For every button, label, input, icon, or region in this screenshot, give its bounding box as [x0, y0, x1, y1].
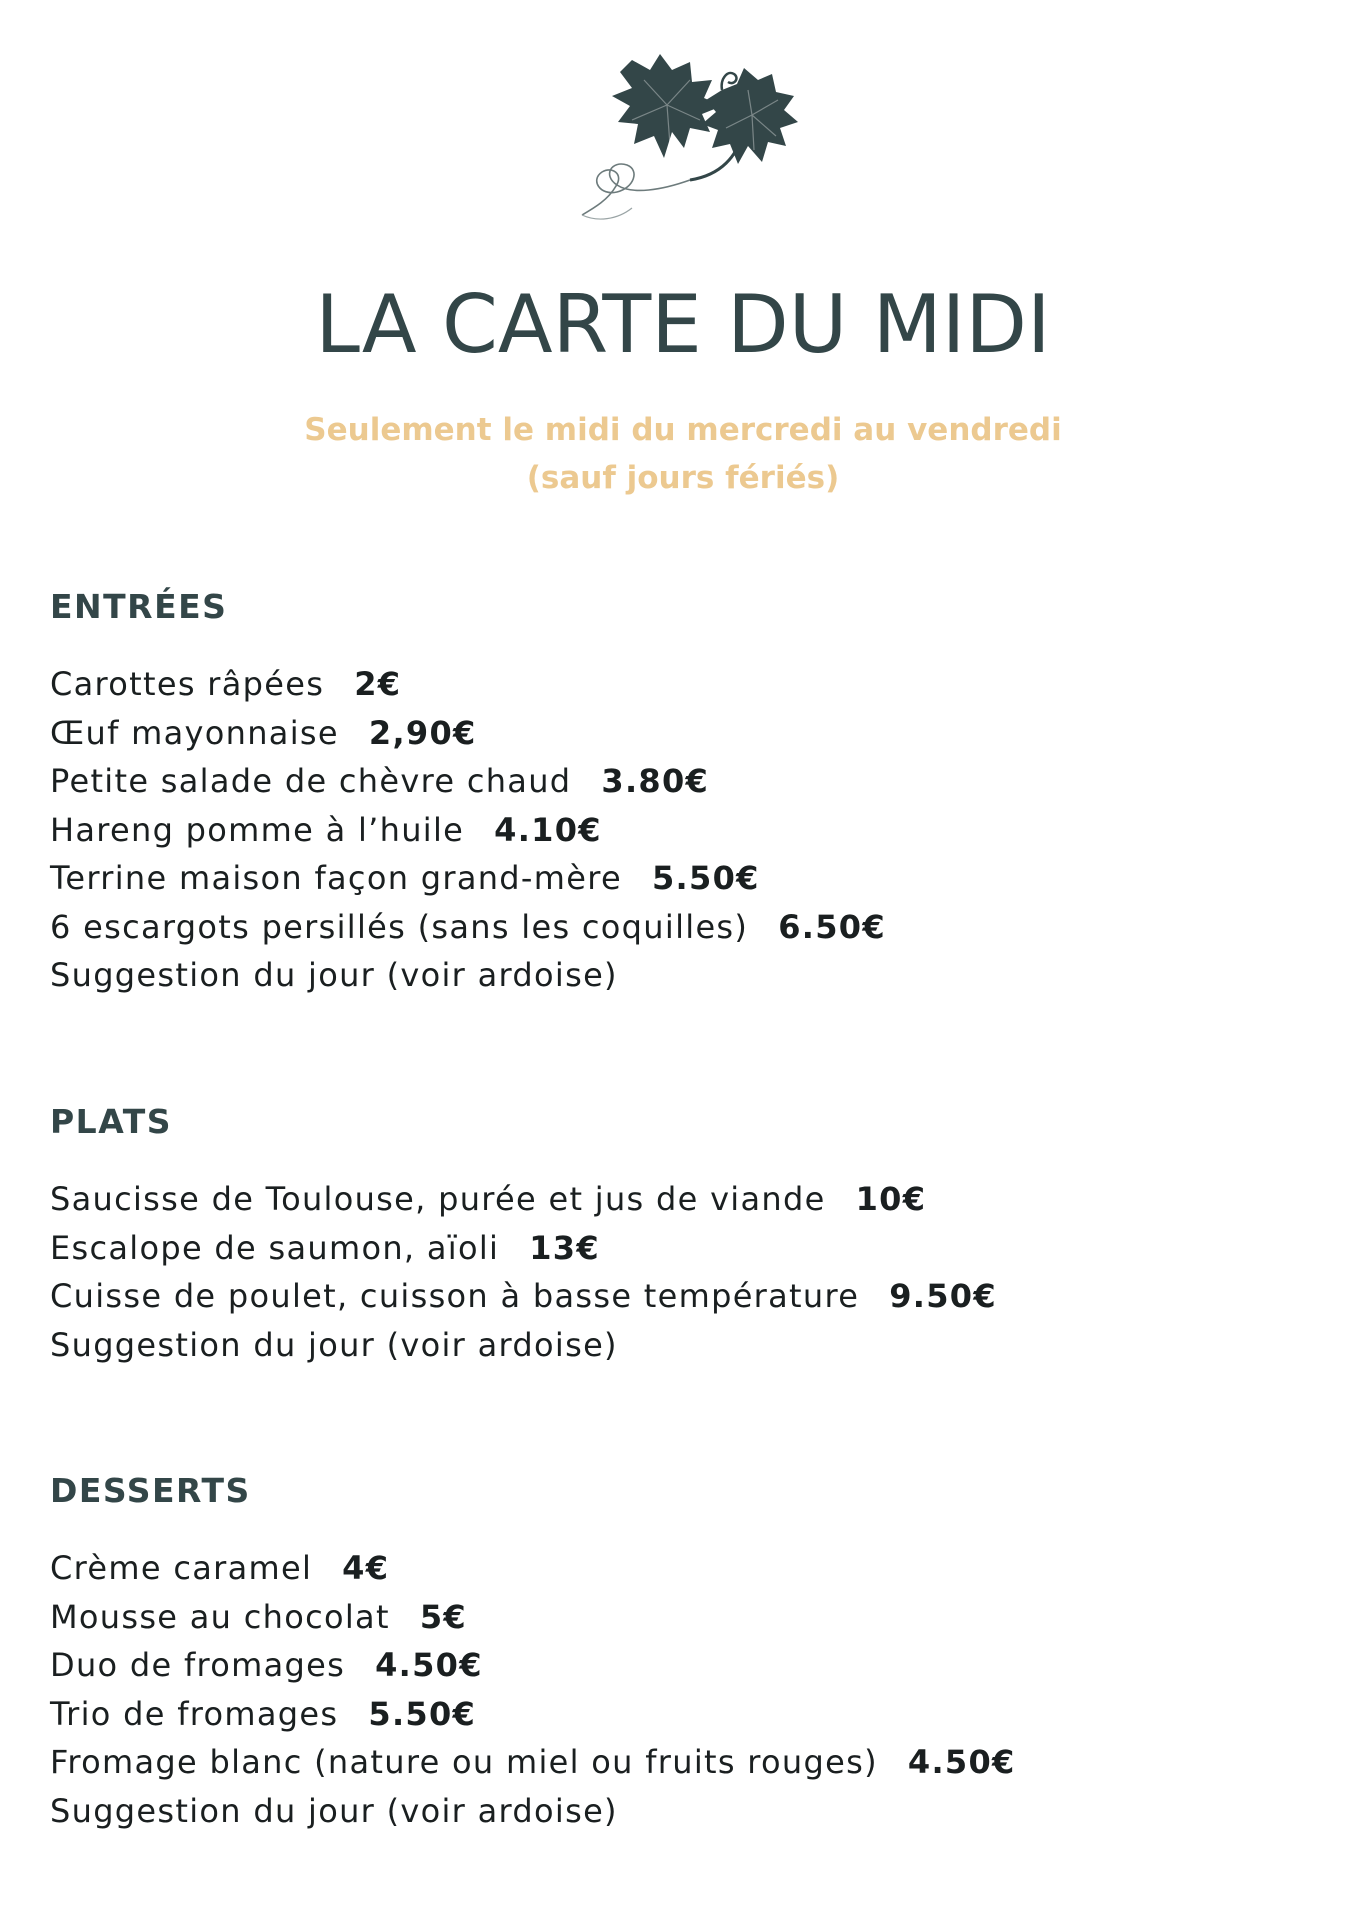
- menu-item: [50, 660, 886, 709]
- item-name: 6 escargots persillés (sans les coquilles): [50, 907, 749, 946]
- section-title-desserts: DESSERTS: [50, 1471, 251, 1510]
- item-name: Mousse au chocolat: [50, 1597, 390, 1636]
- item-name: Trio de fromages: [50, 1694, 339, 1733]
- item-price: 4.10€: [494, 810, 602, 849]
- item-name: Suggestion du jour (voir ardoise): [50, 1791, 618, 1830]
- item-price: 4.50€: [907, 1743, 1016, 1781]
- item-name: Cuisse de poulet, cuisson à basse température: [50, 1277, 860, 1315]
- item-price: 5.50€: [651, 859, 760, 897]
- item-price: 6.50€: [778, 907, 886, 946]
- menu-item: [50, 709, 886, 758]
- item-name: Suggestion du jour (voir ardoise): [50, 956, 618, 994]
- item-name: Saucisse de Toulouse, purée et jus de viande: [50, 1180, 826, 1218]
- menu-item: [50, 951, 886, 1000]
- menu-item: [50, 1544, 1016, 1593]
- item-name: Terrine maison façon grand-mère: [50, 859, 622, 897]
- menu-list-entrees: [50, 660, 886, 1000]
- item-price: 2,90€: [368, 713, 477, 752]
- menu-list-desserts: [50, 1544, 1016, 1835]
- menu-item: [50, 1175, 997, 1224]
- menu-item: [50, 1787, 1016, 1836]
- item-price: 10€: [855, 1180, 927, 1218]
- menu-item: [50, 1272, 997, 1321]
- menu-list-plats: [50, 1175, 997, 1369]
- item-price: 5€: [419, 1597, 467, 1636]
- menu-item: [50, 903, 886, 952]
- page-title: LA CARTE DU MIDI: [315, 278, 1051, 371]
- item-price: 5.50€: [368, 1694, 477, 1733]
- item-name: Escalope de saumon, aïoli: [50, 1228, 500, 1267]
- item-price: 4€: [342, 1549, 390, 1587]
- item-name: Duo de fromages: [50, 1646, 346, 1684]
- item-name: Petite salade de chèvre chaud: [50, 762, 572, 800]
- section-title-plats: PLATS: [50, 1102, 172, 1141]
- menu-item: [50, 1321, 997, 1370]
- item-name: Fromage blanc (nature ou miel ou fruits rouges): [50, 1743, 878, 1781]
- menu-item: [50, 854, 886, 903]
- menu-item: [50, 757, 886, 806]
- item-price: 13€: [529, 1228, 600, 1267]
- menu-item: [50, 1641, 1016, 1690]
- item-price: 9.50€: [889, 1277, 997, 1315]
- menu-item: [50, 1224, 997, 1273]
- subtitle-line-2: (sauf jours fériés): [526, 460, 840, 496]
- grape-leaf-icon: [572, 40, 802, 240]
- subtitle-line-1: Seulement le midi du mercredi au vendredi: [304, 412, 1062, 448]
- section-title-entrees: ENTRÉES: [50, 587, 228, 626]
- item-price: 2€: [354, 665, 402, 703]
- item-name: Suggestion du jour (voir ardoise): [50, 1325, 618, 1364]
- item-name: Œuf mayonnaise: [50, 713, 339, 752]
- item-price: 4.50€: [375, 1646, 483, 1684]
- item-name: Hareng pomme à l’huile: [50, 810, 465, 849]
- menu-item: [50, 1738, 1016, 1787]
- item-name: Crème caramel: [50, 1549, 313, 1587]
- item-name: Carottes râpées: [50, 665, 325, 703]
- item-price: 3.80€: [601, 762, 710, 800]
- menu-item: [50, 1690, 1016, 1739]
- menu-item: [50, 806, 886, 855]
- menu-item: [50, 1593, 1016, 1642]
